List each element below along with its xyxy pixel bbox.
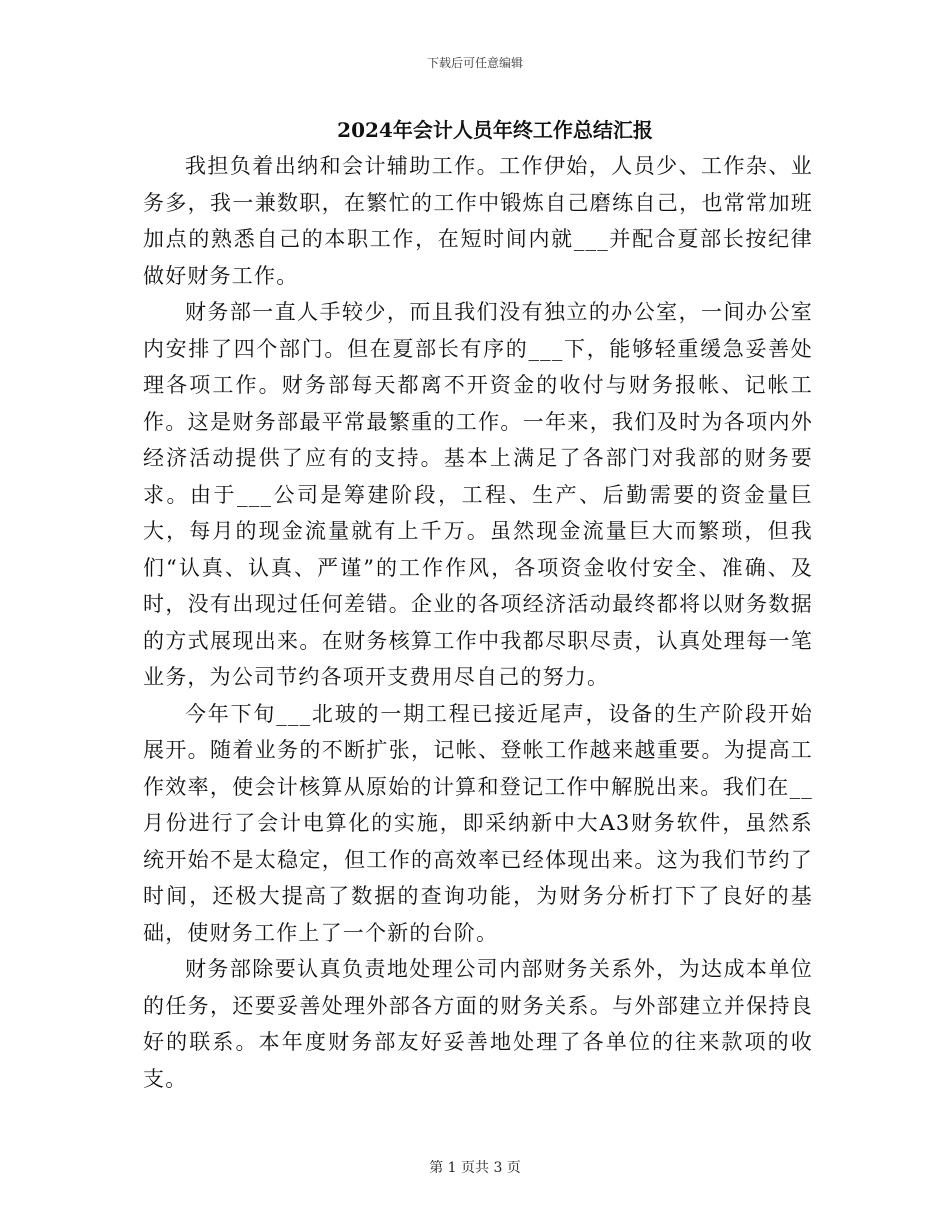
paragraph-4: 财务部除要认真负责地处理公司内部财务关系外，为达成本单位的任务，还要妥善处理外部各方面的财务关系。与外部建立并保持良好的联系。本年度财务部友好妥善地处理了各单位的往来款项的收支。 — [143, 957, 813, 1091]
paragraph-3: 今年下旬___北玻的一期工程已接近尾声，设备的生产阶段开始展开。随着业务的不断扩张，记帐、登帐工作越来越重要。为提高工作效率，使会计核算从原始的计算和登记工作中解脱出来。我们在__月份进行了会计电算化的实施，即采纳新中大A3财务软件，虽然系统开始不是太稳定，但工作的高效率已经体现出来。这为我们节约了时间，还极大提高了数据的查询功能，为财务分析打下了良好的基础，使财务工作上了一个新的台阶。 — [143, 701, 813, 945]
paragraph-2: 财务部一直人手较少，而且我们没有独立的办公室，一间办公室内安排了四个部门。但在夏部长有序的___下，能够轻重缓急妥善处理各项工作。财务部每天都离不开资金的收付与财务报帐、记帐工作。这是财务部最平常最繁重的工作。一年来，我们及时为各项内外经济活动提供了应有的支持。基本上满足了各部门对我部的财务要求。由于___公司是筹建阶段，工程、生产、后勤需要的资金量巨大，每月的现金流量就有上千万。虽然现金流量巨大而繁琐，但我们“认真、认真、严谨”的工作作风，各项资金收付安全、准确、及时，没有出现过任何差错。企业的各项经济活动最终都将以财务数据的方式展现出来。在财务核算工作中我都尽职尽责，认真处理每一笔业务，为公司节约各项开支费用尽自己的努力。 — [143, 300, 813, 689]
paragraph-1: 我担负着出纳和会计辅助工作。工作伊始，人员少、工作杂、业务多，我一兼数职，在繁忙的工作中锻炼自己磨练自己，也常常加班加点的熟悉自己的本职工作，在短时间内就___并配合夏部长按纪律做好财务工作。 — [143, 154, 813, 288]
page-number: 第 1 页共 3 页 — [429, 1160, 521, 1176]
document-body — [143, 148, 813, 1097]
download-note: 下载后可任意编辑 — [426, 56, 523, 70]
document-title: 2024年会计人员年终工作总结汇报 — [337, 118, 653, 142]
